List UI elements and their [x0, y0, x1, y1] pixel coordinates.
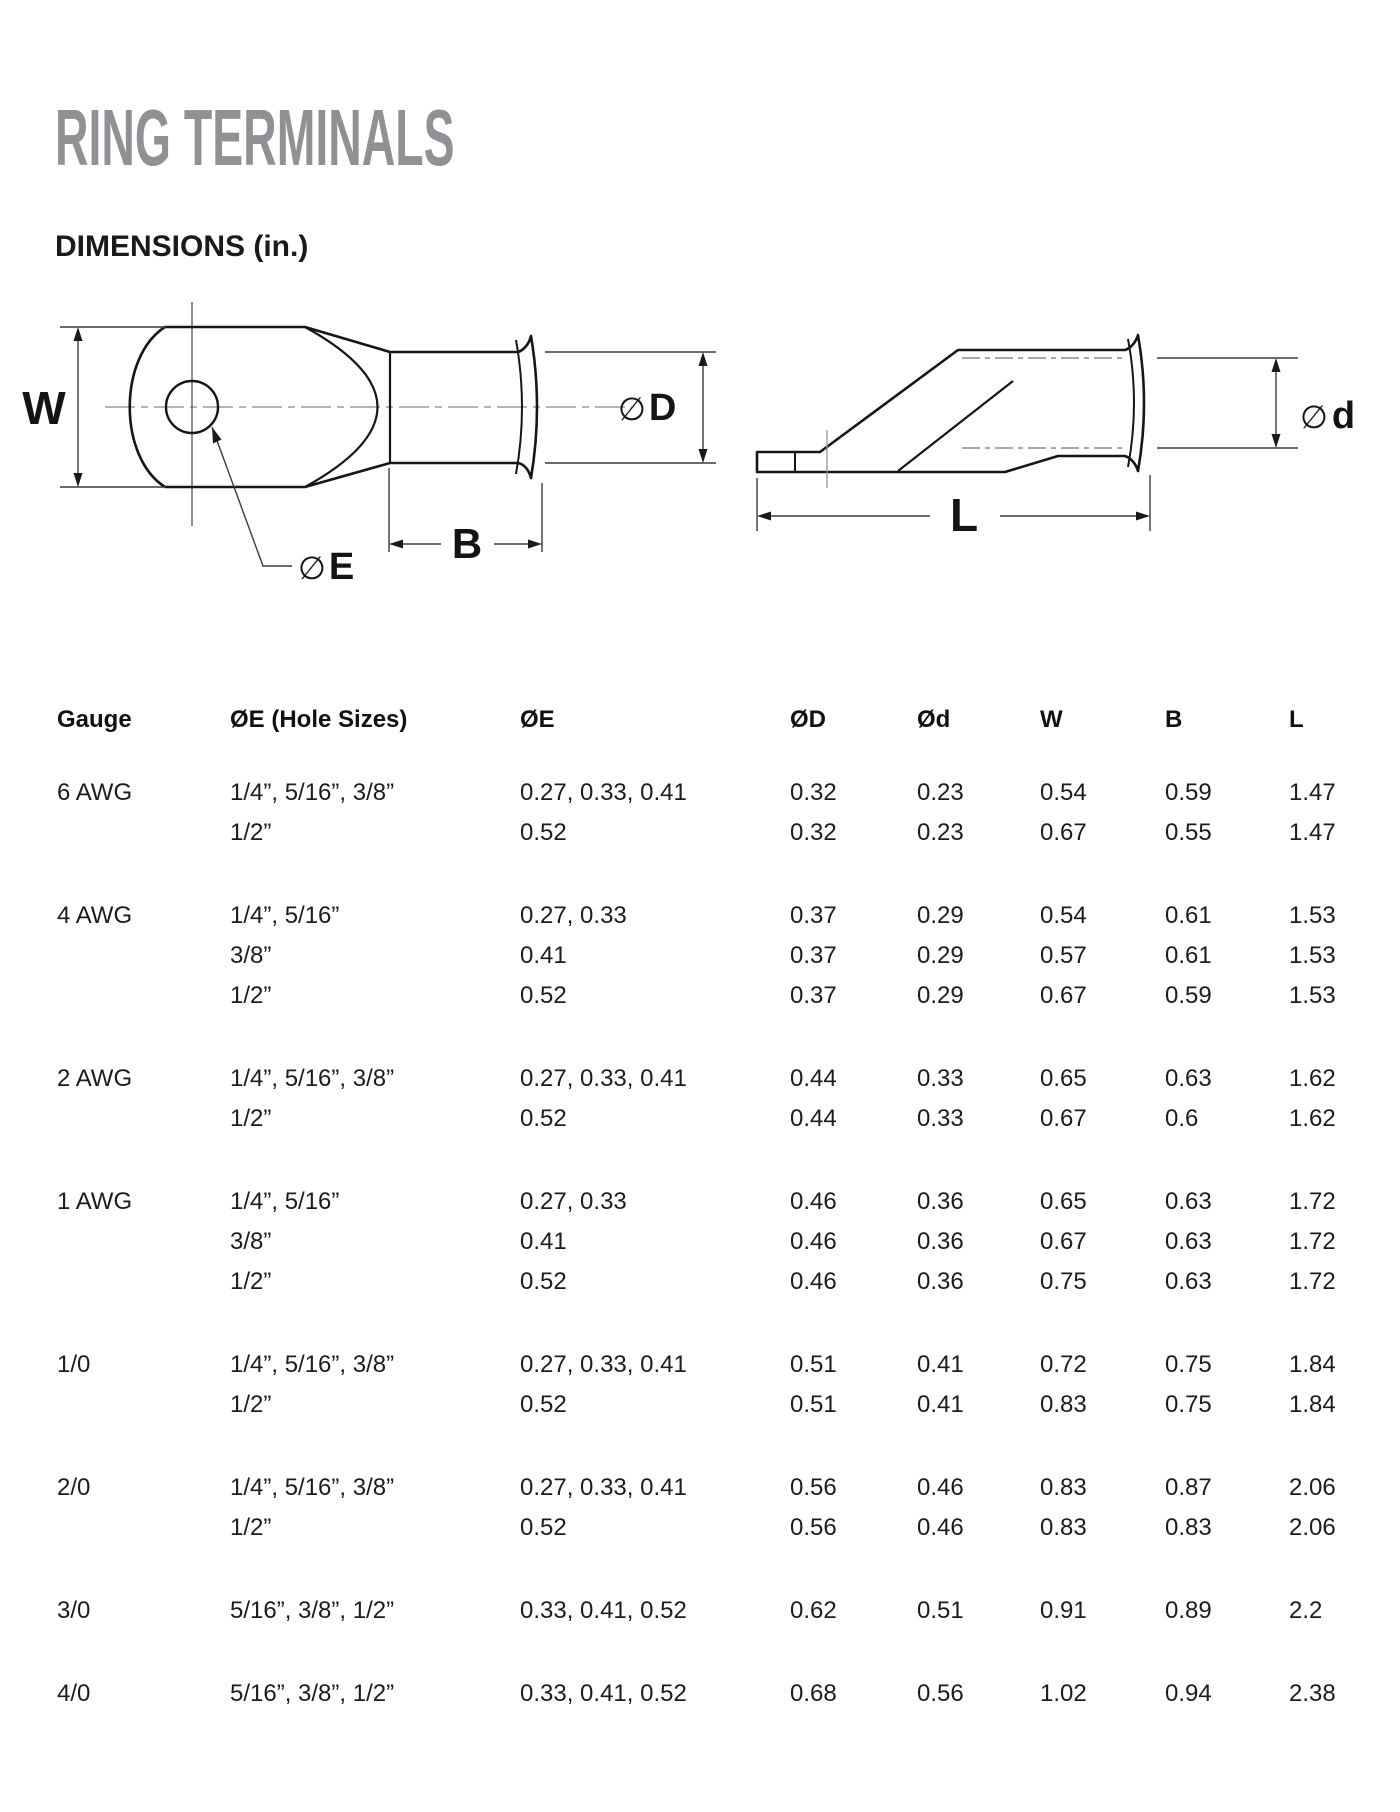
value-cell: 0.67: [1040, 1105, 1087, 1132]
value-cell: 0.83: [1040, 1474, 1087, 1501]
value-cell: 0.23: [917, 779, 964, 806]
arrowhead: [757, 512, 771, 521]
arrowhead: [699, 352, 708, 366]
table-row: [57, 1385, 1377, 1425]
table-row: [57, 1674, 1377, 1714]
value-cell: 0.44: [790, 1065, 837, 1092]
value-cell: 0.46: [790, 1268, 837, 1295]
value-cell: 1.72: [1289, 1188, 1336, 1215]
terminal-outline: [757, 335, 1144, 472]
value-cell: 0.75: [1165, 1351, 1212, 1378]
value-cell: 1/2”: [230, 982, 272, 1009]
column-header: ØD: [790, 706, 826, 733]
dim-label-b: B: [451, 520, 483, 567]
value-cell: 1/2”: [230, 1268, 272, 1295]
arrowhead: [74, 327, 83, 341]
value-cell: 1.02: [1040, 1680, 1087, 1707]
value-cell: 0.37: [790, 902, 837, 929]
value-cell: 0.52: [520, 1391, 567, 1418]
value-cell: 0.44: [790, 1105, 837, 1132]
table-row: [57, 773, 1377, 813]
value-cell: 0.52: [520, 819, 567, 846]
value-cell: 0.91: [1040, 1597, 1087, 1624]
value-cell: 1.72: [1289, 1228, 1336, 1255]
arrowhead: [1272, 358, 1281, 372]
gauge-cell: [57, 1508, 230, 1548]
value-cell: 0.87: [1165, 1474, 1212, 1501]
ring-terminal-diagram: [0, 240, 1400, 600]
value-cell: 0.46: [917, 1474, 964, 1501]
value-cell: 0.68: [790, 1680, 837, 1707]
value-cell: 1/4”, 5/16”, 3/8”: [230, 1065, 395, 1092]
value-cell: 0.72: [1040, 1351, 1087, 1378]
table-row: [57, 1059, 1377, 1099]
value-cell: 1.47: [1289, 779, 1336, 806]
value-cell: 0.46: [917, 1514, 964, 1541]
value-cell: 0.41: [520, 942, 567, 969]
gauge-cell: 1/0: [57, 1351, 91, 1378]
value-cell: 0.75: [1165, 1391, 1212, 1418]
table-row: [57, 1222, 1377, 1262]
gauge-cell: [57, 813, 230, 853]
dimensions-table: [57, 700, 1377, 1714]
gauge-group: [57, 1345, 1377, 1425]
arrowhead: [1272, 434, 1281, 448]
value-cell: 0.33: [917, 1065, 964, 1092]
value-cell: 0.63: [1165, 1065, 1212, 1092]
value-cell: 2.2: [1289, 1597, 1323, 1624]
column-header: B: [1165, 706, 1183, 733]
value-cell: 1/4”, 5/16”, 3/8”: [230, 779, 395, 806]
value-cell: 0.37: [790, 942, 837, 969]
page-title: RING TERMINALS: [55, 93, 455, 182]
value-cell: 2.38: [1289, 1680, 1336, 1707]
dim-label-id: ∅ d: [1300, 395, 1356, 437]
value-cell: 0.89: [1165, 1597, 1212, 1624]
value-cell: 1/4”, 5/16”, 3/8”: [230, 1474, 395, 1501]
value-cell: 0.51: [917, 1597, 964, 1624]
table-row: [57, 1182, 1377, 1222]
value-cell: 0.27, 0.33, 0.41: [520, 1065, 687, 1092]
gauge-cell: [57, 1385, 230, 1425]
value-cell: 0.54: [1040, 779, 1087, 806]
value-cell: 2.06: [1289, 1474, 1336, 1501]
value-cell: 1/2”: [230, 1514, 272, 1541]
table-row: [57, 1099, 1377, 1139]
gauge-group: [57, 1468, 1377, 1548]
column-header: ØE (Hole Sizes): [230, 706, 408, 733]
value-cell: 0.51: [790, 1351, 837, 1378]
value-cell: 0.59: [1165, 779, 1212, 806]
arrowhead: [1136, 512, 1150, 521]
dim-label-od: ∅D: [618, 387, 677, 429]
value-cell: 0.27, 0.33, 0.41: [520, 1351, 687, 1378]
value-cell: 1/4”, 5/16”, 3/8”: [230, 1351, 395, 1378]
value-cell: 0.46: [790, 1188, 837, 1215]
table-row: [57, 1262, 1377, 1302]
table-row: [57, 1591, 1377, 1631]
column-header: Ød: [917, 706, 951, 733]
value-cell: 0.94: [1165, 1680, 1212, 1707]
value-cell: 0.65: [1040, 1188, 1087, 1215]
value-cell: 0.36: [917, 1188, 964, 1215]
arrowhead: [699, 449, 708, 463]
value-cell: 0.63: [1165, 1188, 1212, 1215]
gauge-cell: [57, 976, 230, 1016]
value-cell: 0.29: [917, 942, 964, 969]
value-cell: 0.29: [917, 902, 964, 929]
table-row: [57, 813, 1377, 853]
gauge-group: [57, 1591, 1377, 1631]
value-cell: 0.36: [917, 1228, 964, 1255]
value-cell: 1.72: [1289, 1268, 1336, 1295]
value-cell: 0.67: [1040, 982, 1087, 1009]
gauge-cell: 3/0: [57, 1597, 91, 1624]
value-cell: 0.29: [917, 982, 964, 1009]
value-cell: 1/4”, 5/16”: [230, 1188, 340, 1215]
dim-label-w: W: [22, 382, 66, 434]
value-cell: 2.06: [1289, 1514, 1336, 1541]
table-header-row: [57, 700, 1377, 740]
value-cell: 0.52: [520, 1514, 567, 1541]
value-cell: 0.33: [917, 1105, 964, 1132]
value-cell: 0.83: [1040, 1391, 1087, 1418]
value-cell: 1/2”: [230, 819, 272, 846]
value-cell: 0.83: [1040, 1514, 1087, 1541]
value-cell: 0.61: [1165, 902, 1212, 929]
gauge-cell: [57, 936, 230, 976]
table-row: [57, 1508, 1377, 1548]
gauge-cell: 2/0: [57, 1474, 91, 1501]
gauge-group: [57, 1674, 1377, 1714]
value-cell: 0.32: [790, 819, 837, 846]
value-cell: 0.33, 0.41, 0.52: [520, 1597, 687, 1624]
table-row: [57, 896, 1377, 936]
value-cell: 0.27, 0.33, 0.41: [520, 1474, 687, 1501]
column-header: L: [1289, 706, 1304, 733]
value-cell: 0.55: [1165, 819, 1212, 846]
value-cell: 0.62: [790, 1597, 837, 1624]
value-cell: 1/4”, 5/16”: [230, 902, 340, 929]
arrowhead: [74, 473, 83, 487]
value-cell: 0.56: [790, 1514, 837, 1541]
value-cell: 1.53: [1289, 942, 1336, 969]
value-cell: 0.52: [520, 1268, 567, 1295]
value-cell: 3/8”: [230, 942, 272, 969]
gauge-group: [57, 773, 1377, 853]
arrowhead: [528, 540, 542, 549]
table-row: [57, 1345, 1377, 1385]
value-cell: 0.41: [520, 1228, 567, 1255]
gauge-group: [57, 1182, 1377, 1302]
gauge-cell: [57, 1262, 230, 1302]
value-cell: 1/2”: [230, 1391, 272, 1418]
value-cell: 0.65: [1040, 1065, 1087, 1092]
gauge-group: [57, 896, 1377, 1016]
column-header: W: [1040, 706, 1063, 733]
value-cell: 0.36: [917, 1268, 964, 1295]
value-cell: 0.63: [1165, 1268, 1212, 1295]
value-cell: 0.67: [1040, 1228, 1087, 1255]
value-cell: 0.52: [520, 982, 567, 1009]
value-cell: 0.52: [520, 1105, 567, 1132]
gauge-cell: [57, 1222, 230, 1262]
cone-inner-edge: [898, 381, 1013, 471]
dim-label-oe: ∅E: [298, 546, 355, 588]
value-cell: 0.41: [917, 1391, 964, 1418]
column-header: ØE: [520, 706, 555, 733]
gauge-cell: 2 AWG: [57, 1065, 133, 1092]
value-cell: 0.46: [790, 1228, 837, 1255]
value-cell: 0.23: [917, 819, 964, 846]
column-header: Gauge: [57, 706, 132, 733]
value-cell: 0.27, 0.33, 0.41: [520, 779, 687, 806]
value-cell: 0.61: [1165, 942, 1212, 969]
value-cell: 0.56: [790, 1474, 837, 1501]
dimension-oe: [212, 427, 292, 566]
value-cell: 0.83: [1165, 1514, 1212, 1541]
side-view-drawing: [757, 335, 1355, 541]
dim-label-l: L: [949, 489, 979, 541]
value-cell: 0.67: [1040, 819, 1087, 846]
top-view-drawing: [22, 302, 716, 588]
value-cell: 1.53: [1289, 902, 1336, 929]
value-cell: 0.56: [917, 1680, 964, 1707]
gauge-cell: 1 AWG: [57, 1188, 133, 1215]
value-cell: 1.47: [1289, 819, 1336, 846]
value-cell: 1/2”: [230, 1105, 272, 1132]
table-row: [57, 976, 1377, 1016]
value-cell: 0.59: [1165, 982, 1212, 1009]
gauge-cell: 4 AWG: [57, 902, 133, 929]
gauge-group: [57, 1059, 1377, 1139]
value-cell: 1.84: [1289, 1391, 1336, 1418]
value-cell: 0.32: [790, 779, 837, 806]
value-cell: 1.62: [1289, 1065, 1336, 1092]
value-cell: 0.57: [1040, 942, 1087, 969]
value-cell: 0.41: [917, 1351, 964, 1378]
value-cell: 0.37: [790, 982, 837, 1009]
value-cell: 0.75: [1040, 1268, 1087, 1295]
arrowhead: [389, 540, 403, 549]
value-cell: 0.63: [1165, 1228, 1212, 1255]
value-cell: 1.84: [1289, 1351, 1336, 1378]
gauge-cell: 6 AWG: [57, 779, 133, 806]
gauge-cell: [57, 1099, 230, 1139]
value-cell: 0.33, 0.41, 0.52: [520, 1680, 687, 1707]
value-cell: 1.53: [1289, 982, 1336, 1009]
table-row: [57, 936, 1377, 976]
table-row: [57, 1468, 1377, 1508]
value-cell: 0.6: [1165, 1105, 1199, 1132]
value-cell: 0.51: [790, 1391, 837, 1418]
gauge-cell: 4/0: [57, 1680, 91, 1707]
value-cell: 1.62: [1289, 1105, 1336, 1132]
arrowhead: [212, 427, 222, 444]
value-cell: 0.27, 0.33: [520, 1188, 627, 1215]
flare-inner-line: [1128, 339, 1134, 467]
value-cell: 0.54: [1040, 902, 1087, 929]
section-heading: DIMENSIONS (in.): [55, 230, 309, 263]
value-cell: 3/8”: [230, 1228, 272, 1255]
value-cell: 5/16”, 3/8”, 1/2”: [230, 1680, 395, 1707]
value-cell: 5/16”, 3/8”, 1/2”: [230, 1597, 395, 1624]
value-cell: 0.27, 0.33: [520, 902, 627, 929]
